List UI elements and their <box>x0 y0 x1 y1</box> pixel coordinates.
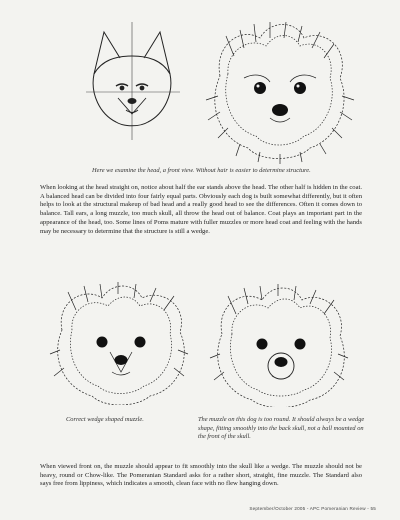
body-paragraph-2: When viewed front on, the muzzle should appear to fit smoothly into the skull like a wedge. The muzzle should not be heavy, round or Chow-like. The Pomeranian Standard asks for a rather short, straight, fine muzzle. The Standard also says free from lippiness, which indicates a smooth, clean face with no flew hanging down. <box>40 463 362 488</box>
head-structure-diagram <box>72 18 192 143</box>
bottom-right-caption: The muzzle on this dog is too round. It should always be a wedge shape, fitting smoothly into the back skull, not a ball mounted on the front of the skull. <box>198 416 365 441</box>
top-figure-caption: Here we examine the head, a front view. Without hair is easier to determine structure. <box>92 167 311 174</box>
round-muzzle-sketch <box>206 282 356 407</box>
body-paragraph-1: When looking at the head straight on, notice about half the ear stands above the head. The other half is hidden in the coat. A balanced head can be divided into four fairly equal parts. Obviously each dog is built somewhat differently, but it often helps to look at the structural makeup of bad head and a really good head to see the differences. Often it comes down to balance. Tall ears, a long muzzle, too much skull, all throw the head out of balance. Coat plays an important part in the appearance of the head, too. Some lines of Poms mature with fuller muzzles or more head coat and feeling with the hands may be necessary to determine that the structure is still a wedge. <box>40 184 362 235</box>
bottom-left-caption: Correct wedge shaped muzzle. <box>66 416 144 423</box>
page-footer: September/October 2005 - APC Pomeranian Review - 55 <box>249 506 376 511</box>
pomeranian-head-sketch-front <box>200 16 360 166</box>
correct-wedge-muzzle-sketch <box>46 280 196 405</box>
